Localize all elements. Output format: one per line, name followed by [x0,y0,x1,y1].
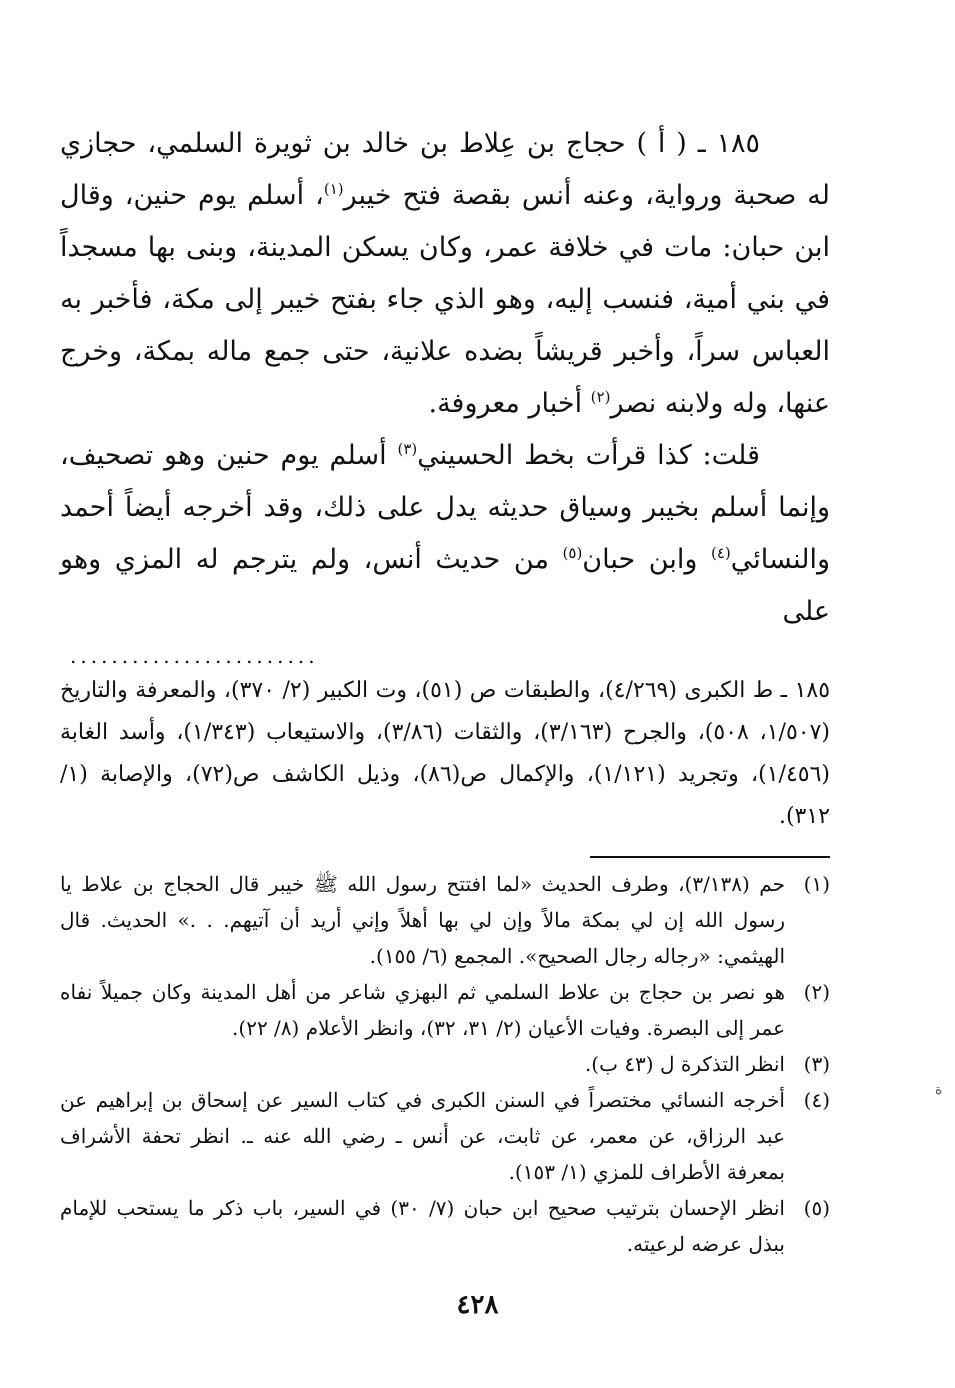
footnote-item [60,866,830,974]
footnotes [60,866,830,1262]
entry-text: ، أسلم يوم حنين، وقال ابن حبان: مات في خلافة عمر، وكان يسكن المدينة، وبنى بها مسجداً في بني أمية، فنسب إليه، وهو الذي جاء بفتح خيبر إلى مكة، فأخبر به العباس سراً، وأخبر قريشاً بضده علانية، حتى جمع ماله بمكة، وخرج عنها، وله ولابنه نصر [60,180,830,419]
footnote-item [60,974,830,1046]
comment-text: وابن حبان [582,544,711,575]
entry-text: أخبار معروفة. [428,388,591,419]
footnote-rule [590,856,830,858]
footnote-text: انظر الإحسان بترتيب صحيح ابن حبان (٧/ ٣٠) في السير، باب ذكر ما يستحب للإمام ببذل عرضه لرعيته. [60,1196,785,1256]
footnote-number: (٤) [803,1088,830,1112]
footnote-number: (١) [803,872,830,896]
footnote-number: (٢) [803,980,830,1004]
footnote-item [60,1082,830,1190]
dotted-separator: ........................ [70,644,319,668]
comment-paragraph [60,430,830,638]
footnote-item [60,1190,830,1262]
footnote-ref-1[interactable]: (١) [323,180,344,198]
footnote-ref-4[interactable]: (٤) [710,544,731,562]
footnote-number: (٥) [803,1196,830,1220]
footnote-text: أخرجه النسائي مختصراً في السنن الكبرى في كتاب السير عن إسحاق بن إبراهيم عن عبد الرزاق، عن معمر، عن ثابت، عن أنس ـ رضي الله عنه ـ. انظر تحفة الأشراف بمعرفة الأطراف للمزي (١/ ١٥٣). [60,1088,785,1184]
footnote-item [60,1046,830,1082]
comment-text: أسلم يوم حنين وهو تصحيف، وإنما أسلم بخيبر وسياق حديثه يدل على ذلك، وقد أخرجه أيضاً أحمد والنسائي [60,440,831,575]
footnote-text: هو نصر بن حجاج بن علاط السلمي ثم البهزي شاعر من أهل المدينة وكان جميلاً نفاه عمر إلى البصرة. وفيات الأعيان (٢/ ٣١، ٣٢)، وانظر الأعلام (٨/ ٢٢). [60,980,785,1040]
footnote-number: (٣) [803,1052,830,1076]
main-text [60,118,830,638]
footnote-text: حم (٣/١٣٨)، وطرف الحديث «لما افتتح رسول الله ﷺ خيبر قال الحجاج بن علاط يا رسول الله إن لي بمكة مالاً وإن لي بها أهلاً وإني أريد أن آتيهم. . .» الحديث. قال الهيثمي: «رجاله رجال الصحيح». المجمع (٦/ ١٥٥). [60,872,785,968]
footnote-ref-5[interactable]: (٥) [562,544,583,562]
footnote-ref-2[interactable]: (٢) [590,388,611,406]
entry-text: ١٨٥ ـ ( أ ) حجاج بن عِلاط بن خالد بن ثويرة السلمي، حجازي له صحبة ورواية، وعنه أنس بقصة فتح خيبر [60,128,830,211]
comment-text: من حديث أنس، ولم يترجم له المزي وهو على [60,544,830,627]
footnote-ref-3[interactable]: (٣) [397,440,418,458]
page-number: ٤٢٨ [456,1290,499,1320]
comment-text: قلت: كذا قرأت بخط الحسيني [417,440,760,471]
edge-mark: ة [935,1082,943,1098]
entry-paragraph [60,118,830,430]
page-content [60,118,830,1262]
sources-paragraph: ١٨٥ ـ ط الكبرى (٤/٢٦٩)، والطبقات ص (٥١)، وت الكبير (٢/ ٣٧٠)، والمعرفة والتاريخ (١/٥٠٧، ٥٠٨)، والجرح (٣/١٦٣)، والثقات (٣/٨٦)، والاستيعاب (١/٣٤٣)، وأسد الغابة (١/٤٥٦)، وتجريد (١/١٢١)، والإكمال ص(٨٦)، وذيل الكاشف ص(٧٢)، والإصابة (١/ ٣١٢). [60,678,831,829]
footnote-text: انظر التذكرة ل (٤٣ ب). [584,1052,785,1076]
